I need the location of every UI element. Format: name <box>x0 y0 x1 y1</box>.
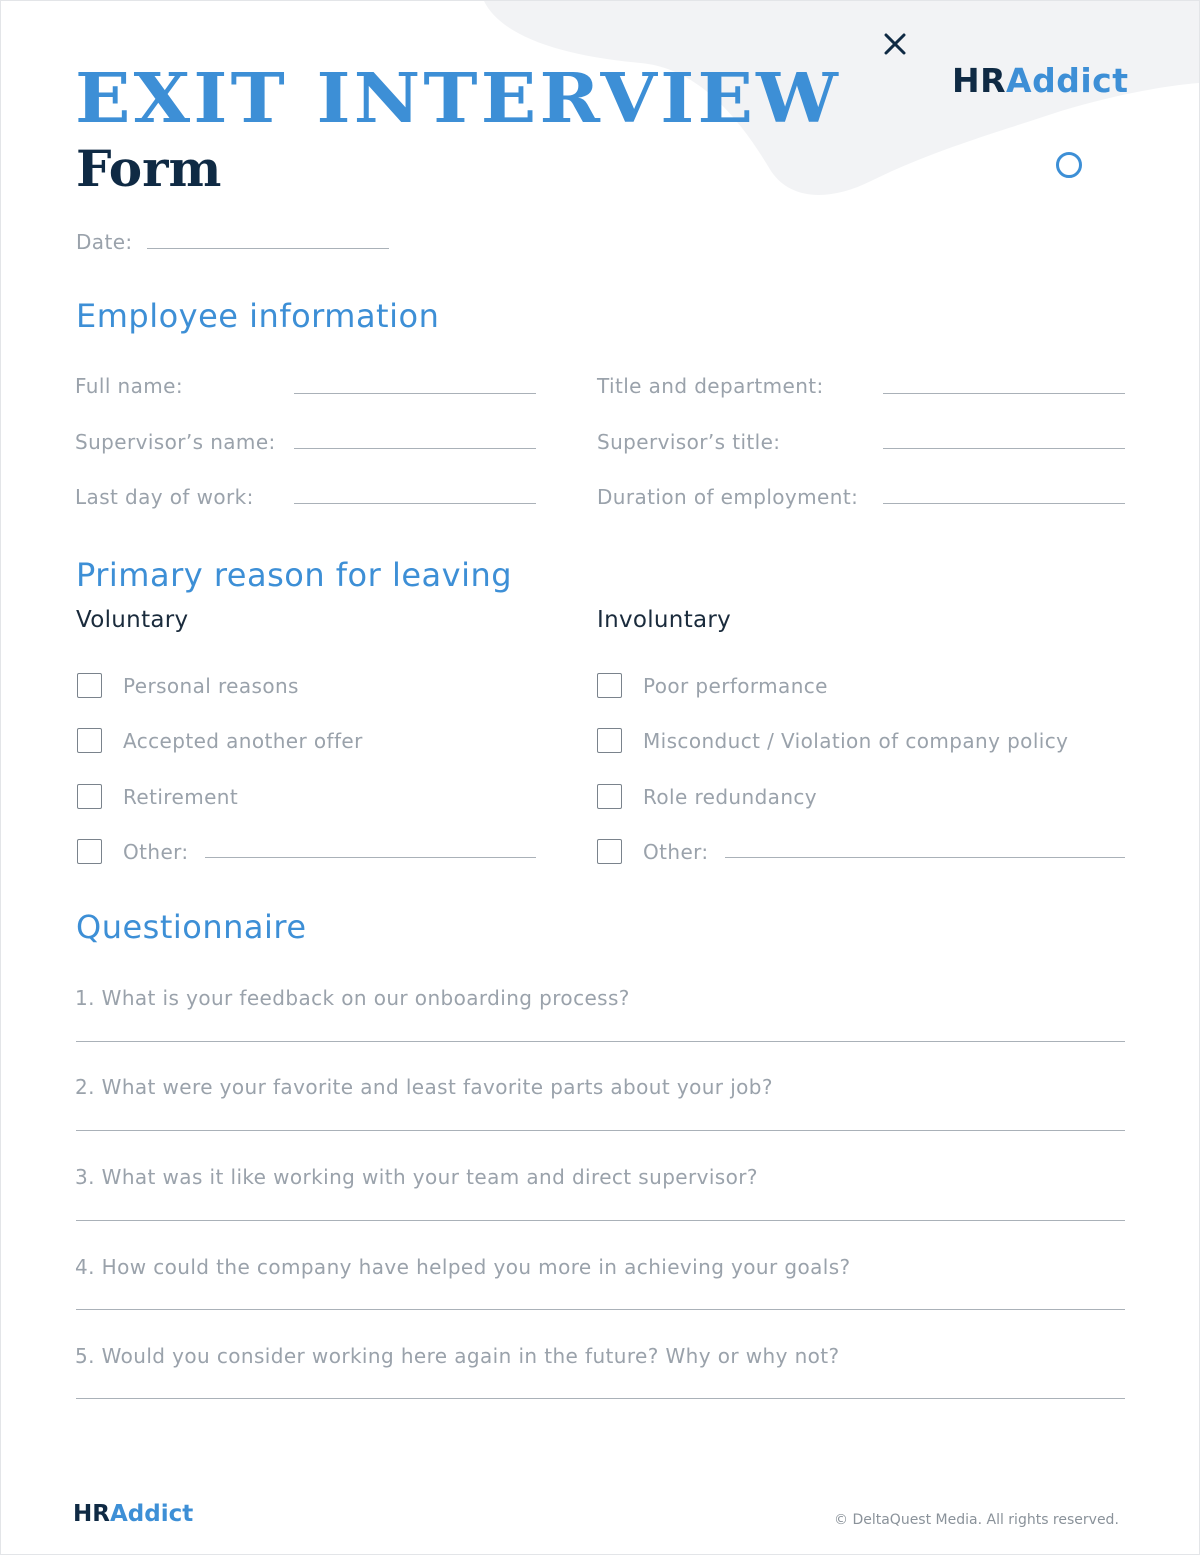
hraddict-logo <box>952 61 1128 100</box>
voluntary-heading: Voluntary <box>76 607 189 633</box>
option-personal-reasons: Personal reasons <box>123 674 299 698</box>
option-misconduct: Misconduct / Violation of company policy <box>643 729 1069 753</box>
checkbox-poor-performance[interactable] <box>597 673 622 698</box>
last-day-label: Last day of work: <box>75 485 254 509</box>
answer-3-field[interactable] <box>76 1220 1125 1221</box>
duration-field[interactable] <box>883 503 1125 504</box>
page-title: EXIT INTERVIEW <box>75 59 842 139</box>
checkbox-accepted-offer[interactable] <box>77 728 102 753</box>
option-retirement: Retirement <box>123 785 239 809</box>
title-department-field[interactable] <box>883 393 1125 394</box>
full-name-label: Full name: <box>75 374 184 398</box>
date-label: Date: <box>76 230 133 254</box>
answer-4-field[interactable] <box>76 1309 1125 1310</box>
footer-logo <box>73 1501 193 1527</box>
last-day-field[interactable] <box>294 503 536 504</box>
question-2: 2. What were your favorite and least favorite parts about your job? <box>75 1075 773 1099</box>
involuntary-other-field[interactable] <box>725 857 1125 858</box>
title-department-label: Title and department: <box>597 374 824 398</box>
date-field[interactable] <box>147 248 389 249</box>
employee-info-heading: Employee information <box>76 297 440 335</box>
question-4: 4. How could the company have helped you more in achieving your goals? <box>75 1255 851 1279</box>
supervisor-title-label: Supervisor’s title: <box>597 430 781 454</box>
checkbox-role-redundancy[interactable] <box>597 784 622 809</box>
option-accepted-offer: Accepted another offer <box>123 729 363 753</box>
answer-1-field[interactable] <box>76 1041 1125 1042</box>
answer-5-field[interactable] <box>76 1398 1125 1399</box>
ring-icon <box>1056 152 1082 178</box>
footer-logo-addict: Addict <box>109 1501 194 1527</box>
checkbox-personal-reasons[interactable] <box>77 673 102 698</box>
voluntary-other-field[interactable] <box>205 857 536 858</box>
option-poor-performance: Poor performance <box>643 674 828 698</box>
page-subtitle: Form <box>76 139 222 198</box>
option-voluntary-other: Other: <box>123 840 189 864</box>
copyright-text: © DeltaQuest Media. All rights reserved. <box>834 1512 1119 1528</box>
supervisor-title-field[interactable] <box>883 448 1125 449</box>
questionnaire-heading: Questionnaire <box>76 908 307 946</box>
logo-addict: Addict <box>1006 61 1129 100</box>
answer-2-field[interactable] <box>76 1130 1125 1131</box>
question-5: 5. Would you consider working here again in the future? Why or why not? <box>75 1344 840 1368</box>
question-1: 1. What is your feedback on our onboarding process? <box>75 986 630 1010</box>
question-3: 3. What was it like working with your team and direct supervisor? <box>75 1165 758 1189</box>
checkbox-voluntary-other[interactable] <box>77 839 102 864</box>
supervisor-name-field[interactable] <box>294 448 536 449</box>
supervisor-name-label: Supervisor’s name: <box>75 430 276 454</box>
involuntary-heading: Involuntary <box>597 607 732 633</box>
close-icon[interactable] <box>881 30 909 58</box>
full-name-field[interactable] <box>294 393 536 394</box>
footer-logo-hr: HR <box>73 1501 110 1527</box>
checkbox-misconduct[interactable] <box>597 728 622 753</box>
logo-hr: HR <box>952 61 1007 100</box>
option-role-redundancy: Role redundancy <box>643 785 818 809</box>
duration-label: Duration of employment: <box>597 485 859 509</box>
option-involuntary-other: Other: <box>643 840 709 864</box>
checkbox-involuntary-other[interactable] <box>597 839 622 864</box>
checkbox-retirement[interactable] <box>77 784 102 809</box>
reasons-heading: Primary reason for leaving <box>76 556 513 594</box>
